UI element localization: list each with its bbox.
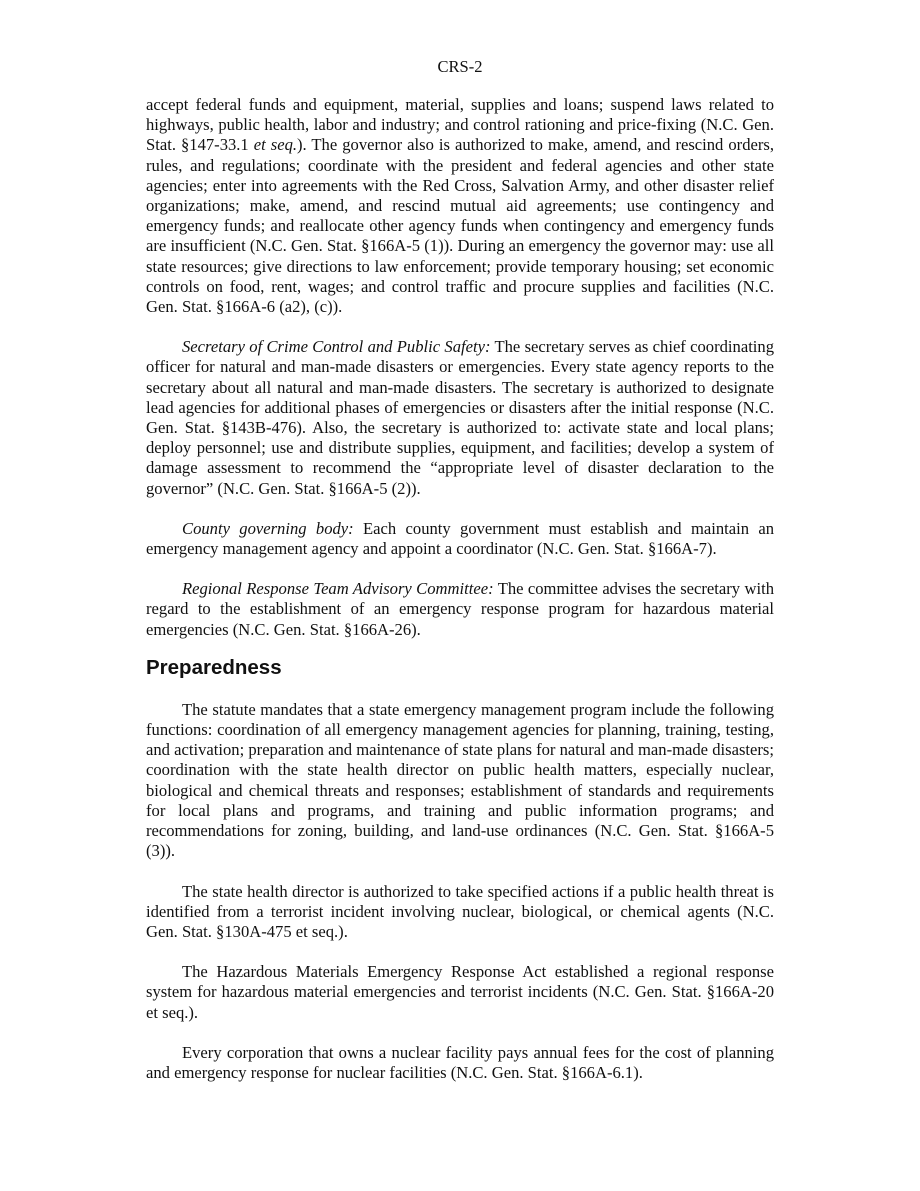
paragraph-spacer — [146, 559, 774, 579]
paragraph-lead-italic: Regional Response Team Advisory Committee: — [182, 579, 494, 599]
paragraph-spacer — [146, 317, 774, 337]
paragraph-text: The secretary serves as chief coordinating officer for natural and man-made disasters or emergencies. Every state agency reports to the secretary about all natural and man-made disasters. The secretary is authorized to designate lead agencies for additional phases of emergencies or disasters after the initial response (N.C. Gen. Stat. §143B-476). Also, the secretary is authorized to: activate state and local plans; deploy personnel; use and distribute supplies, equipment, and facilities; develop a system of damage assessment to recommend the “appropriate level of disaster declaration to the governor” (N.C. Gen. Stat. §166A-5 (2)). — [146, 337, 775, 498]
paragraph-lead-italic: Secretary of Crime Control and Public Safety: — [182, 337, 491, 357]
paragraph-regional-committee — [146, 579, 774, 640]
paragraph-text: accept federal funds and equipment, material, supplies and loans; suspend laws related to highways, public health, labor and industry; and control rationing and price-fixing (N.C. Gen. Stat. §147-33.1 — [146, 95, 774, 155]
page-number-header: CRS-2 — [437, 57, 483, 76]
paragraph-nuclear-fees: Every corporation that owns a nuclear facility pays annual fees for the cost of planning and emergency response for nuclear facilities (N.C. Gen. Stat. §166A-6.1). — [146, 1042, 774, 1082]
paragraph-spacer — [146, 942, 774, 962]
paragraph-hazmat-act: The Hazardous Materials Emergency Response Act established a regional response system for hazardous material emergencies and terrorist incidents (N.C. Gen. Stat. §166A-20 et seq.). — [146, 962, 774, 1022]
paragraph-text: ). The governor also is authorized to make, amend, and rescind orders, rules, and regulations; coordinate with the president and federal agencies and other state agencies; enter into agreements with the Red Cross, Salvation Army, and other disaster relief organizations; make, amend, and rescind mutual aid agreements; use contingency and emergency funds; and reallocate other agency funds when contingency and emergency funds are insufficient (N.C. Gen. Stat. §166A-5 (1)). During an emergency the governor may: use all state resources; give directions to law enforcement; provide temporary housing; set economic controls on food, rent, wages; and control traffic and procure supplies and facilities (N.C. Gen. Stat. §166A-6 (a2), (c)). — [146, 135, 774, 317]
paragraph-spacer — [146, 499, 774, 519]
paragraph-program-functions: The statute mandates that a state emergency management program include the following functions: coordination of all emergency management agencies for planning, training, testing, and activation; preparation and maintenance of state plans for natural and man-made disasters; coordination with the state health director on public health matters, especially nuclear, biological and chemical threats and responses; establishment of standards and requirements for local plans and programs, and training and public information programs; and recommendations for zoning, building, and land-use ordinances (N.C. Gen. Stat. §166A-5 (3)). — [146, 699, 774, 861]
section-heading-preparedness: Preparedness — [146, 655, 282, 679]
paragraph-governor-powers — [146, 95, 774, 317]
paragraph-text: Each county government must establish and maintain an emergency management agency and appoint a coordinator (N.C. Gen. Stat. §166A-7). — [146, 518, 775, 559]
paragraph-lead-italic: County governing body: — [182, 518, 354, 538]
paragraph-county-body — [146, 519, 774, 559]
paragraph-spacer — [146, 1023, 774, 1043]
paragraph-health-director: The state health director is authorized to take specified actions if a public health threat is identified from a terrorist incident involving nuclear, biological, or chemical agents (N.C. Gen. Stat. §130A-475 et seq.). — [146, 881, 774, 941]
paragraph-text: The committee advises the secretary with regard to the establishment of an emergency response program for hazardous material emergencies (N.C. Gen. Stat. §166A-26). — [146, 579, 774, 639]
paragraph-secretary — [146, 337, 774, 499]
italic-citation: et seq. — [253, 135, 298, 155]
paragraph-spacer — [146, 862, 774, 882]
document-body — [146, 95, 774, 1083]
